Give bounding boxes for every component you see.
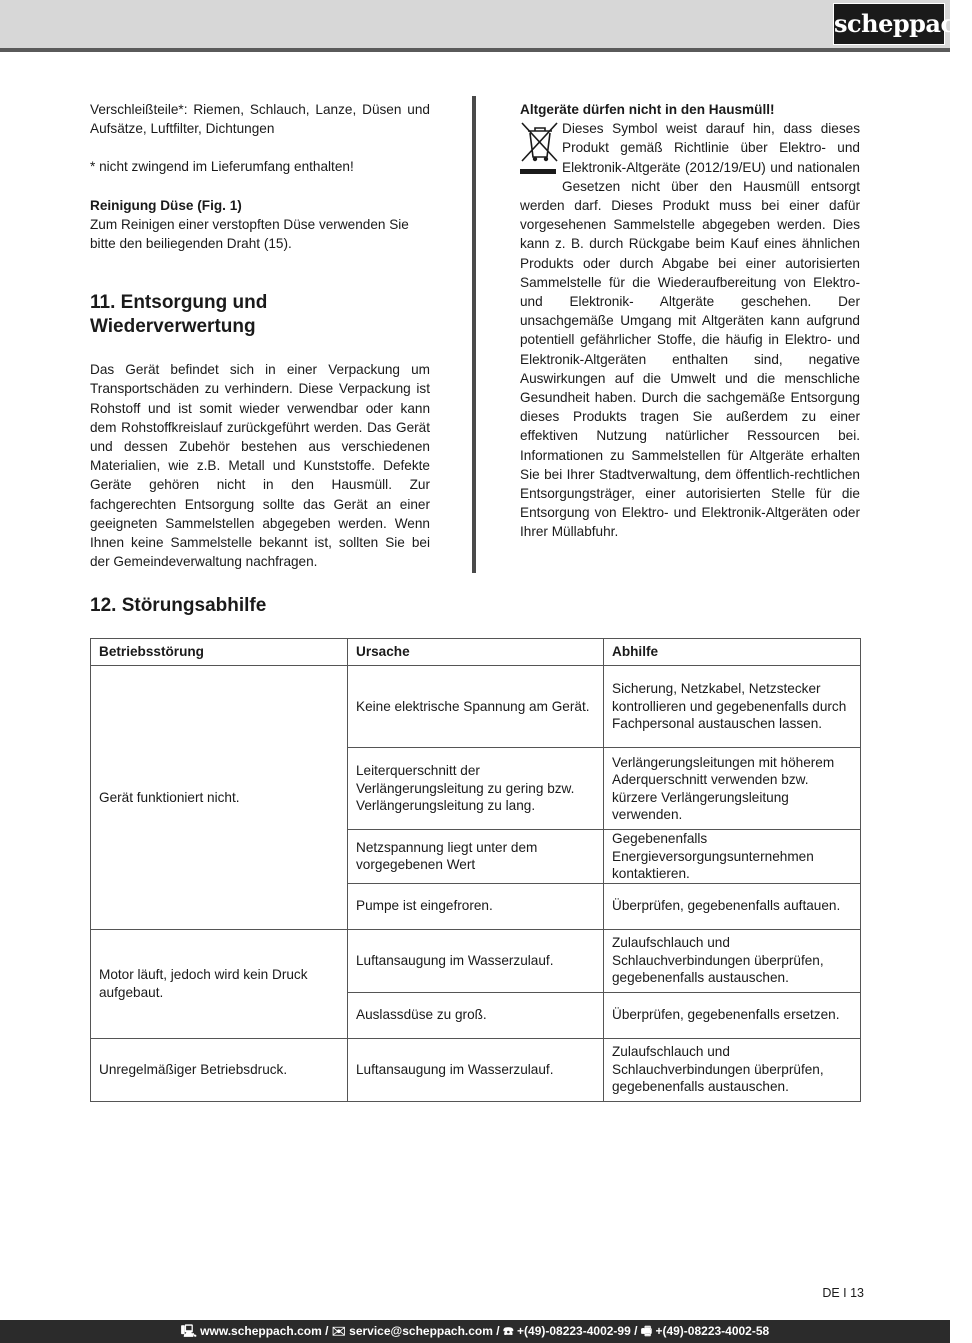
footnote-text: * nicht zwingend im Lieferumfang enthalten! bbox=[90, 159, 354, 175]
cause-cell: Leiterquerschnitt der Verlängerungsleitung zu gering bzw. Verlängerungsleitung zu lang. bbox=[348, 748, 604, 830]
mail-icon: ✉ bbox=[331, 1324, 346, 1338]
page-number: DE I 13 bbox=[822, 1286, 864, 1300]
left-column bbox=[90, 100, 430, 571]
separator: / bbox=[496, 1324, 503, 1338]
computer-icon: 🖳 bbox=[180, 1324, 197, 1338]
header-remedy: Abhilfe bbox=[604, 639, 861, 666]
weee-text: Dieses Symbol weist darauf hin, dass dieses Produkt gemäß Richtlinie über Elektro- und Elektronik-Altgeräte (2012/19/EU) und nationalen Gesetzen nicht über den Hausmüll entsorgt werden darf. Dieses Produkt muss bei einer dafür vorgesehenen Sammelstelle abgegeben werden. Dies kann z. B. durch Rückgabe beim Kauf eines ähnlichen Produkts oder durch Abgabe bei einer autorisierten Sammelstelle für die Wiederaufbereitung von Elektro- und Elektronik- Altgeräte geschehen. Der unsachgemäße Umgang mit Altgeräten kann aufgrund potentiell gefährlicher Stoffe, die häufig in Elektro- und Elektronik-Altgeräten enthalten sind, negative Auswirkungen auf die Umwelt und die menschliche Gesundheit haben. Durch die sachgemäße Entsorgung dieses Produkts tragen Sie außerdem zu einer effektiven Nutzung natürlicher Ressourcen bei. Informationen zu Sammelstellen für Altgeräte erhalten Sie bei Ihrer Stadtverwaltung, dem öffentlich-rechtlichen Entsorgungsträger, einer autorisierten Stelle für die Entsorgung von Elektro- und Elektronik-Altgeräten oder Ihrer Müllabfuhr. bbox=[520, 121, 860, 540]
remedy-cell: Verlängerungsleitungen mit höherem Aderquerschnitt verwenden bzw. kürzere Verlängerungsleitung verwenden. bbox=[604, 748, 861, 830]
cause-cell: Netzspannung liegt unter dem vorgegebenen Wert bbox=[348, 830, 604, 884]
header-cause: Ursache bbox=[348, 639, 604, 666]
fault-cell: Motor läuft, jedoch wird kein Druck aufgebaut. bbox=[91, 929, 348, 1038]
footer-bar bbox=[0, 1320, 950, 1343]
footer-email-link[interactable]: service@scheppach.com bbox=[349, 1324, 493, 1338]
remedy-cell: Gegebenenfalls Energieversorgungsunternehmen kontaktieren. bbox=[604, 830, 861, 884]
cause-cell: Keine elektrische Spannung am Gerät. bbox=[348, 666, 604, 748]
weee-heading: Altgeräte dürfen nicht in den Hausmüll! bbox=[520, 102, 775, 117]
nozzle-cleaning-heading: Reinigung Düse (Fig. 1) bbox=[90, 197, 242, 213]
separator: / bbox=[325, 1324, 332, 1338]
section-12-title: 12. Störungsabhilfe bbox=[90, 595, 267, 616]
remedy-cell: Überprüfen, gegebenenfalls auftauen. bbox=[604, 883, 861, 929]
phone-icon: ☎ bbox=[502, 1324, 514, 1338]
right-column bbox=[520, 100, 860, 542]
footer-fax: +(49)-08223-4002-58 bbox=[655, 1324, 770, 1338]
table-row bbox=[91, 666, 861, 748]
table-header-row bbox=[91, 639, 861, 666]
scheppach-logo: scheppach bbox=[833, 3, 945, 45]
fax-icon: 🖷 bbox=[640, 1324, 653, 1338]
separator: / bbox=[634, 1324, 641, 1338]
nozzle-cleaning-text: Zum Reinigen einer verstopften Düse verwenden Sie bitte den beiliegenden Draht (15). bbox=[90, 216, 409, 252]
remedy-cell: Zulaufschlauch und Schlauchverbindungen überprüfen, gegebenenfalls austauschen. bbox=[604, 1038, 861, 1101]
footer-website-link[interactable]: www.scheppach.com bbox=[200, 1324, 322, 1338]
footer-phone: +(49)-08223-4002-99 bbox=[517, 1324, 631, 1338]
section-11-title: 11. Entsorgung und Wiederverwertung bbox=[90, 292, 268, 338]
top-bar bbox=[0, 0, 972, 52]
troubleshooting-table bbox=[90, 638, 861, 1102]
remedy-cell: Zulaufschlauch und Schlauchverbindungen überprüfen, gegebenenfalls austauschen. bbox=[604, 929, 861, 992]
wear-parts-text: Verschleißteile*: Riemen, Schlauch, Lanze, Düsen und Aufsätze, Luftfilter, Dichtungen bbox=[90, 102, 430, 137]
cause-cell: Auslassdüse zu groß. bbox=[348, 992, 604, 1038]
fault-cell: Gerät funktioniert nicht. bbox=[91, 666, 348, 930]
section-11-text: Das Gerät befindet sich in einer Verpackung um Transportschäden zu verhindern. Diese Verpackung ist Rohstoff und ist somit wieder verwendbar oder kann dem Rohstoffkreislauf zurückgeführt werden. Das Gerät und dessen Zubehör bestehen aus verschiedenen Materialien, wie z.B. Metall und Kunststoffe. Defekte Geräte gehören nicht in den Hausmüll. Zur fachgerechten Entsorgung sollte das Gerät an einer geeigneten Sammelstellen abgegeben werden. Wenn Ihnen keine Sammelstelle bekannt ist, sollten Sie bei der Gemeindeverwaltung nachfragen. bbox=[90, 362, 430, 570]
table-row bbox=[91, 1038, 861, 1101]
fault-cell: Unregelmäßiger Betriebsdruck. bbox=[91, 1038, 348, 1101]
remedy-cell: Überprüfen, gegebenenfalls ersetzen. bbox=[604, 992, 861, 1038]
cause-cell: Pumpe ist eingefroren. bbox=[348, 883, 604, 929]
table-row bbox=[91, 929, 861, 992]
header-fault: Betriebsstörung bbox=[91, 639, 348, 666]
cause-cell: Luftansaugung im Wasserzulauf. bbox=[348, 929, 604, 992]
cause-cell: Luftansaugung im Wasserzulauf. bbox=[348, 1038, 604, 1101]
column-divider bbox=[472, 96, 476, 573]
weee-crossed-bin-icon bbox=[520, 119, 560, 183]
remedy-cell: Sicherung, Netzkabel, Netzstecker kontrollieren und gegebenenfalls durch Fachpersonal austauschen lassen. bbox=[604, 666, 861, 748]
